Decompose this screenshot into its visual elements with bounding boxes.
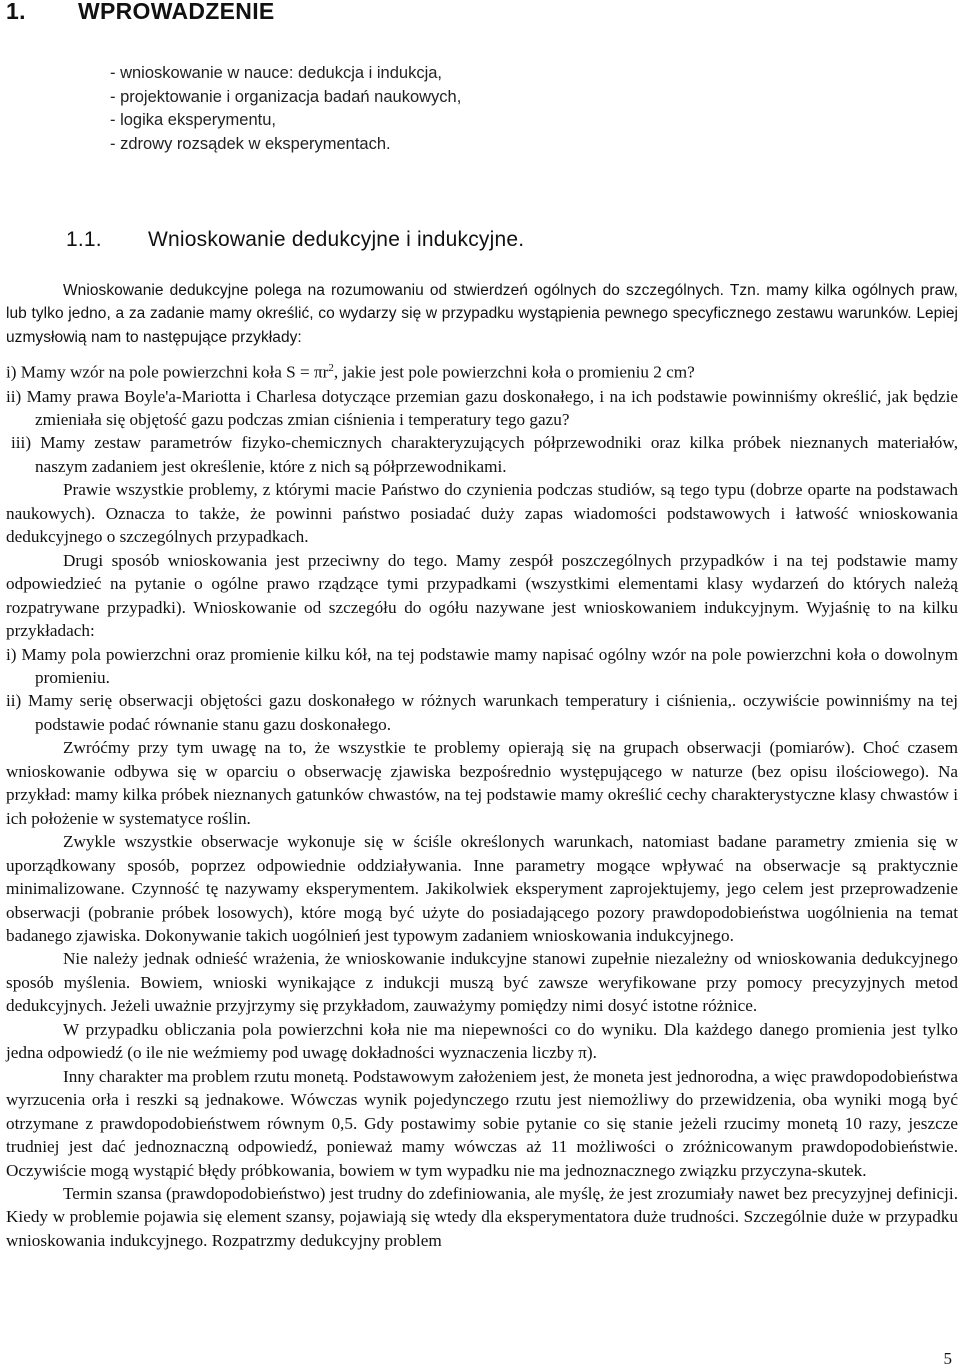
subsection-heading (66, 228, 524, 252)
page-number: 5 (943, 1349, 952, 1368)
paragraph-verification: Nie należy jednak odnieść wrażenia, że wnioskowanie indukcyjne stanowi zupełnie niezależny od wnioskowania dedukcyjnego sposób myślenia. Bowiem, wnioski wynikające z indukcji muszą być zawsze weryfikowane przy pomocy precyzyjnych metod dedukcyjnych. Jeżeli uważnie przyjrzymy się przykładom, zauważymy pomiędzy nimi dosyć istotne różnice. (6, 949, 958, 1016)
paragraph-circle: W przypadku obliczania pola powierzchni koła nie ma niepewności co do wyniku. Dla każdego danego promienia jest tylko jedna odpowiedź (o ile nie weźmiemy pod uwagę dokładności wyznaczenia liczby π). (6, 1019, 958, 1063)
list-item: - logika eksperymentu, (110, 111, 276, 129)
list-item: - zdrowy rozsądek w eksperymentach. (110, 134, 391, 153)
paragraph-experiment: Zwykle wszystkie obserwacje wykonuje się w ściśle określonych warunkach, natomiast badane parametry zmienia się w uporządkowany sposób, poprzez odpowiednie oddziaływania. Inne parametry mogące wpływać na obserwacje są praktycznie minimalizowane. Czynność tę nazywamy eksperymentem. Jakikolwiek eksperyment zaprojektujemy, jego celem jest przeprowadzenie obserwacji (pobranie próbek losowych), które mogą być użyte do posiadającego pozory prawdopodobieństwa uogólnienia na temat badanego zjawiska. Dokonywanie takich uogólnień jest typowym zadaniem wnioskowania indukcyjnego. (6, 832, 958, 945)
example-text-end: , jakie jest pole powierzchni koła o promieniu 2 cm? (333, 363, 695, 383)
example-text: i) Mamy wzór na pole powierzchni koła S = πr (6, 363, 329, 383)
paragraph-observations: Zwróćmy przy tym uwagę na to, że wszystkie te problemy opierają się na grupach obserwacji (pomiarów). Choć czasem wnioskowanie odbywa się w oparciu o obserwację zjawiska bezpośrednio występującego w naturze (bez opisu ilościowego). Na przykład: mamy kilka próbek nieznanych gatunków chwastów, na tej podstawie mamy określić cechy charakterystyczne klasy chwastów i ich położenie w systematyce roślin. (6, 738, 958, 828)
paragraph-chance: Termin szansa (prawdopodobieństwo) jest trudny do zdefiniowania, ale myślę, że jest zrozumiały nawet bez precyzyjnej definicji. Kiedy w problemie pojawia się element szansy, pojawiają się wtedy dla eksperymentatora duże trudności. Szczególnie duże w przypadku wnioskowania indukcyjnego. Rozpatrzmy dedukcyjny problem (6, 1183, 958, 1250)
example-circle-area (6, 357, 958, 384)
subsection-number: 1.1. (66, 228, 102, 251)
body-text (6, 279, 958, 1252)
example-circle-formula: i) Mamy pola powierzchni oraz promienie kilku kół, na tej podstawie mamy napisać ogólny wzór na pole powierzchni koła o dowolnym promieniu. (6, 644, 958, 687)
example-gas-equation: ii) Mamy serię obserwacji objętości gazu doskonałego w różnych warunkach temperatury i ciśnienia,. oczywiście powinniśmy na tej podstawie podać równanie stanu gazu doskonałego. (6, 691, 958, 734)
list-item: - wnioskowanie w nauce: dedukcja i indukcja, (110, 64, 443, 82)
subsection-title: Wnioskowanie dedukcyjne i indukcyjne. (148, 228, 525, 251)
section-number: 1. (6, 0, 26, 24)
paragraph-induction: Drugi sposób wnioskowania jest przeciwny do tego. Mamy zespół poszczególnych przypadków i na tej podstawie mamy odpowiedzieć na pytanie o ogólne prawo rządzące tymi przypadkami (wszystkimi elementami klasy wydarzeń do których należą rozpatrywane przypadki). Wnioskowanie od szczegółu do ogółu nazywane jest wnioskowaniem indukcyjnym. Wyjaśnię to na kilku przykładach: (6, 550, 958, 641)
paragraph-deduction: Wnioskowanie dedukcyjne polega na rozumowaniu od stwierdzeń ogólnych do szczególnych. Tzn. mamy kilka ogólnych praw, lub tylko jedno, a za zadanie mamy określić, co wydarzy się w przypadku wystąpienia pewnego specyficznego zestawu warunków. Lepiej uzmysłowią nam to następujące przykłady: (6, 282, 958, 346)
topic-list (110, 62, 461, 156)
example-gas-laws: ii) Mamy prawa Boyle'a-Mariotta i Charlesa dotyczące przemian gazu doskonałego, i na ich podstawie powinniśmy określić, jak będzie zmieniała się objętość gazu podczas zmian ciśnienia i temperatury tego gazu? (6, 386, 958, 429)
paragraph-studies: Prawie wszystkie problemy, z którymi macie Państwo do czynienia podczas studiów, są tego typu (dobrze oparte na podstawach naukowych). Oznacza to także, że powinni państwo posiadać duży zapas wiadomości podstawowych i łatwość wnioskowania dedukcyjnego o szczególnych przypadkach. (6, 480, 958, 547)
section-heading (6, 0, 275, 25)
exponent: 2 (328, 362, 334, 375)
list-item: - projektowanie i organizacja badań naukowych, (110, 87, 462, 106)
example-semiconductors: iii) Mamy zestaw parametrów fizyko-chemicznych charakteryzujących półprzewodniki oraz kilka próbek nieznanych materiałów, naszym zadaniem jest określenie, które z nich są półprzewodnikami. (11, 433, 958, 476)
section-title: WPROWADZENIE (78, 0, 275, 24)
paragraph-coin-toss: Inny charakter ma problem rzutu monetą. Podstawowym założeniem jest, że moneta jest jednorodna, a więc prawdopodobieństwa wyrzucenia orła i reszki są jednakowe. Wówczas wynik pojedynczego rzutu jest niemożliwy do przewidzenia, oba wyniki mogą być otrzymane z prawdopodobieństwem równym 0,5. Gdy postawimy sobie pytanie co się stanie jeżeli rzucimy monetą 10 razy, jeszcze trudniej jest dać jednoznaczną odpowiedź, ponieważ mamy wówczas aż 11 możliwości o zróżnicowanym prawdopodobieństwie. Oczywiście mogą wystąpić błędy próbkowania, bowiem w tym wypadku nie ma jednoznacznego związku przyczyna-skutek. (6, 1066, 958, 1180)
